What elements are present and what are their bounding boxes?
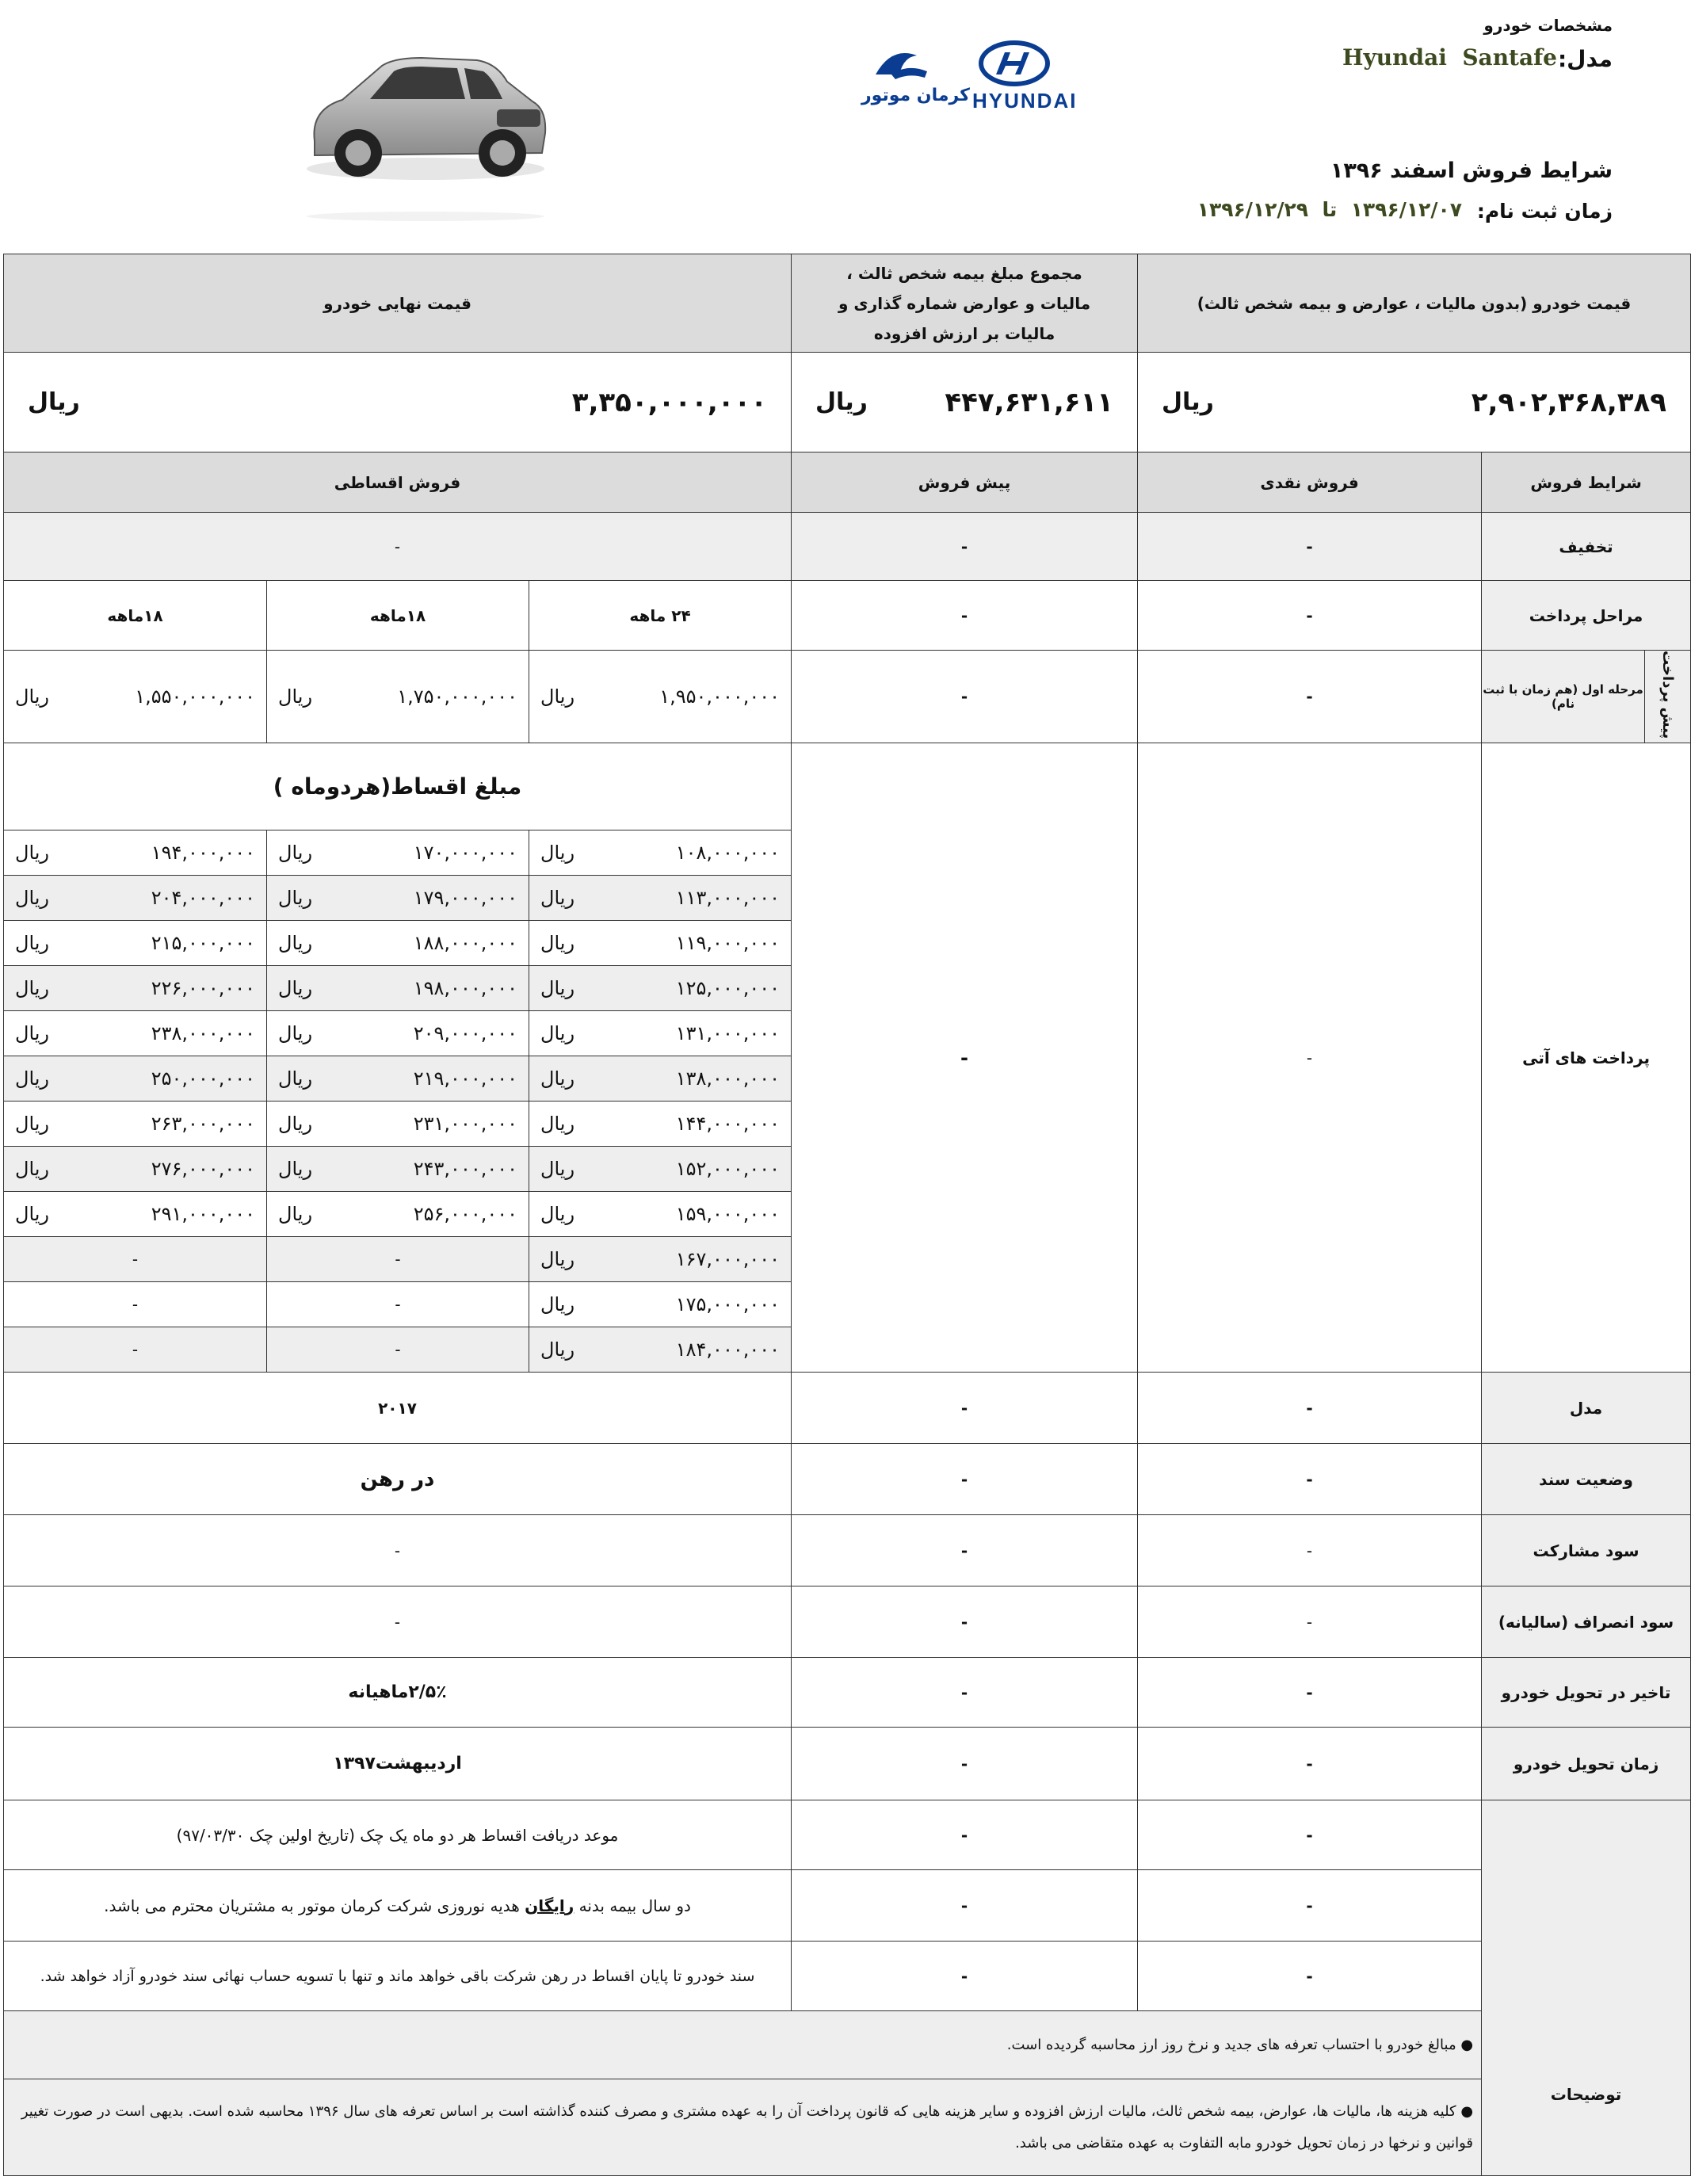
tax-total-value: ۴۴۷,۶۳۱,۶۱۱ <box>945 386 1114 418</box>
footnote-taxes: ● کلیه هزینه ها، مالیات ها، عوارض، بیمه شخص ثالث، مالیات ارزش افزوده و سایر هزینه هایی که قانون پرداخت آن را به عهده مشتری و مصرف کننده گذاشته است بر اساس تعرفه های سال ۱۳۹۶ محاسبه شده است. بدیهی است در صورت تغییر قوانین و نرخها در زمان تحویل خودرو مابه التفاوت به عهده متقاضی می باشد. <box>4 2079 1482 2176</box>
time-presale: - <box>792 1728 1138 1800</box>
stages-presale: - <box>792 581 1138 651</box>
footnote-exchange-rate: ● مبالغ خودرو با احتساب تعرفه های جدید و نرخ روز ارز محاسبه گردیده است. <box>4 2011 1482 2079</box>
row-label-document-status: وضعیت سند <box>1482 1444 1691 1515</box>
row-label-annual-profit: سود انصراف (سالیانه) <box>1482 1586 1691 1658</box>
discount-installment: - <box>4 513 792 581</box>
registration-label: زمان ثبت نام: <box>1476 200 1613 223</box>
final-price-value: ۳,۳۵۰,۰۰۰,۰۰۰ <box>571 386 768 418</box>
model-name: Hyundai Santafe <box>1342 44 1557 71</box>
row-label-participation: سود مشارکت <box>1482 1515 1691 1586</box>
table-row: ۱۵۲,۰۰۰,۰۰۰ ریال ۲۴۳,۰۰۰,۰۰۰ ریال ۲۷۶,۰۰۰,۰۰۰ ریال <box>4 1147 1691 1192</box>
table-row: ۱۱۹,۰۰۰,۰۰۰ ریال ۱۸۸,۰۰۰,۰۰۰ ریال ۲۱۵,۰۰۰,۰۰۰ ریال <box>4 921 1691 966</box>
annual-cash: - <box>1138 1586 1482 1658</box>
plan-24: ۲۴ ماهه <box>529 581 792 651</box>
table-row: ۱۱۳,۰۰۰,۰۰۰ ریال ۱۷۹,۰۰۰,۰۰۰ ریال ۲۰۴,۰۰۰,۰۰۰ ریال <box>4 876 1691 921</box>
participation-cash: - <box>1138 1515 1482 1586</box>
car-image <box>295 22 556 220</box>
stages-cash: - <box>1138 581 1482 651</box>
note-document-mortgage: سند خودرو تا پایان اقساط در رهن شرکت باقی خواهد ماند و تنها با تسویه حساب نهائی سند خودرو آزاد خواهد شد. <box>4 1942 792 2011</box>
row-label-model: مدل <box>1482 1373 1691 1444</box>
table-row: ۱۰۸,۰۰۰,۰۰۰ ریال ۱۷۰,۰۰۰,۰۰۰ ریال ۱۹۴,۰۰۰,۰۰۰ ریال <box>4 830 1691 876</box>
participation-installment: - <box>4 1515 792 1586</box>
table-row: ۱۳۸,۰۰۰,۰۰۰ ریال ۲۱۹,۰۰۰,۰۰۰ ریال ۲۵۰,۰۰۰,۰۰۰ ریال <box>4 1056 1691 1102</box>
sale-terms-title: شرایط فروش اسفند ۱۳۹۶ <box>1330 158 1613 183</box>
row-label-delivery-delay: تاخیر در تحویل خودرو <box>1482 1658 1691 1728</box>
plan-18b: ۱۸ماهه <box>4 581 267 651</box>
delivery-delay: ۲/۵٪ماهیانه <box>4 1658 792 1728</box>
registration-period: ۱۳۹۶/۱۲/۰۷ تا ۱۳۹۶/۱۲/۲۹ <box>1197 198 1462 221</box>
table-row: ۱۵۹,۰۰۰,۰۰۰ ریال ۲۵۶,۰۰۰,۰۰۰ ریال ۲۹۱,۰۰۰,۰۰۰ ریال <box>4 1192 1691 1237</box>
free-highlight: رایگان <box>525 1896 574 1915</box>
tax-header: مجموع مبلغ بیمه شخص ثالث ، مالیات و عوارض شماره گذاری و مالیات بر ارزش افزوده <box>792 254 1138 353</box>
downpayment-24: ۱,۹۵۰,۰۰۰,۰۰۰ ریال <box>529 651 792 743</box>
downpayment-18b: ۱,۵۵۰,۰۰۰,۰۰۰ ریال <box>4 651 267 743</box>
currency-label: ریال <box>28 388 80 416</box>
row-label-future-payments: پرداخت های آتی <box>1482 743 1691 1373</box>
document-status: در رهن <box>4 1444 792 1515</box>
row-label-notes: توضیحات <box>1482 1800 1691 2176</box>
col-conditions: شرایط فروش <box>1482 452 1691 513</box>
model-cash: - <box>1138 1373 1482 1444</box>
note1-cash: - <box>1138 1800 1482 1870</box>
base-price-cell <box>1138 353 1691 452</box>
currency-label: ریال <box>1162 388 1214 416</box>
model-label: مدل: <box>1557 46 1613 72</box>
annual-installment: - <box>4 1586 792 1658</box>
participation-presale: - <box>792 1515 1138 1586</box>
note3-cash: - <box>1138 1942 1482 2011</box>
note-free-insurance: دو سال بیمه بدنه رایگان هدیه نوروزی شرکت کرمان موتور به مشتریان محترم می باشد. <box>4 1870 792 1942</box>
delay-cash: - <box>1138 1658 1482 1728</box>
currency-label: ریال <box>815 388 868 416</box>
first-presale: - <box>792 651 1138 743</box>
downpayment-18a: ۱,۷۵۰,۰۰۰,۰۰۰ ریال <box>267 651 529 743</box>
delay-presale: - <box>792 1658 1138 1728</box>
col-installment: فروش اقساطی <box>4 452 792 513</box>
car-icon <box>295 22 556 220</box>
plan-18a: ۱۸ماهه <box>267 581 529 651</box>
time-cash: - <box>1138 1728 1482 1800</box>
future-presale: - <box>792 743 1138 1373</box>
model-presale: - <box>792 1373 1138 1444</box>
doc-cash: - <box>1138 1444 1482 1515</box>
table-row: ۱۴۴,۰۰۰,۰۰۰ ریال ۲۳۱,۰۰۰,۰۰۰ ریال ۲۶۳,۰۰۰,۰۰۰ ریال <box>4 1102 1691 1147</box>
table-row: ۱۷۵,۰۰۰,۰۰۰ ریال - - <box>4 1282 1691 1327</box>
payment-vertical-label: پیش پرداخت <box>1645 651 1691 743</box>
installments-title: مبلغ اقساط(هردوماه ) <box>4 743 792 830</box>
col-cash: فروش نقدی <box>1138 452 1482 513</box>
annual-presale: - <box>792 1586 1138 1658</box>
sales-terms-table <box>3 254 1691 2176</box>
note2-presale: - <box>792 1870 1138 1942</box>
note1-presale: - <box>792 1800 1138 1870</box>
delivery-time: اردیبهشت۱۳۹۷ <box>4 1728 792 1800</box>
base-price-header: قیمت خودرو (بدون مالیات ، عوارض و بیمه شخص ثالث) <box>1138 254 1691 353</box>
table-row: ۱۸۴,۰۰۰,۰۰۰ ریال - - <box>4 1327 1691 1373</box>
note3-presale: - <box>792 1942 1138 2011</box>
discount-cash: - <box>1138 513 1482 581</box>
table-row: ۱۳۱,۰۰۰,۰۰۰ ریال ۲۰۹,۰۰۰,۰۰۰ ریال ۲۳۸,۰۰۰,۰۰۰ ریال <box>4 1011 1691 1056</box>
table-row: ۱۶۷,۰۰۰,۰۰۰ ریال - - <box>4 1237 1691 1282</box>
row-label-discount: تخفیف <box>1482 513 1691 581</box>
hyundai-wordmark: HYUNDAI <box>972 89 1078 113</box>
row-label-payment-stages: مراحل پرداخت <box>1482 581 1691 651</box>
note2-cash: - <box>1138 1870 1482 1942</box>
final-price-cell <box>4 353 792 452</box>
row-label-first-stage: مرحله اول (هم زمان با ثبت نام) <box>1482 651 1645 743</box>
doc-presale: - <box>792 1444 1138 1515</box>
note-installment-schedule: موعد دریافت اقساط هر دو ماه یک چک (تاریخ اولین چک ۹۷/۰۳/۳۰) <box>4 1800 792 1870</box>
page-header <box>0 0 1652 254</box>
row-label-delivery-time: زمان تحویل خودرو <box>1482 1728 1691 1800</box>
col-presale: پیش فروش <box>792 452 1138 513</box>
hyundai-logo <box>860 40 1078 115</box>
model-year: ۲۰۱۷ <box>4 1373 792 1444</box>
base-price-value: ۲,۹۰۲,۳۶۸,۳۸۹ <box>1471 386 1667 418</box>
discount-presale: - <box>792 513 1138 581</box>
tax-total-cell <box>792 353 1138 452</box>
first-cash: - <box>1138 651 1482 743</box>
final-price-header: قیمت نهایی خودرو <box>4 254 792 353</box>
section-title: مشخصات خودرو <box>1483 16 1613 35</box>
table-row: ۱۲۵,۰۰۰,۰۰۰ ریال ۱۹۸,۰۰۰,۰۰۰ ریال ۲۲۶,۰۰۰,۰۰۰ ریال <box>4 966 1691 1011</box>
future-cash: - <box>1138 743 1482 1373</box>
dealer-wordmark: کرمان موتور <box>861 86 970 105</box>
